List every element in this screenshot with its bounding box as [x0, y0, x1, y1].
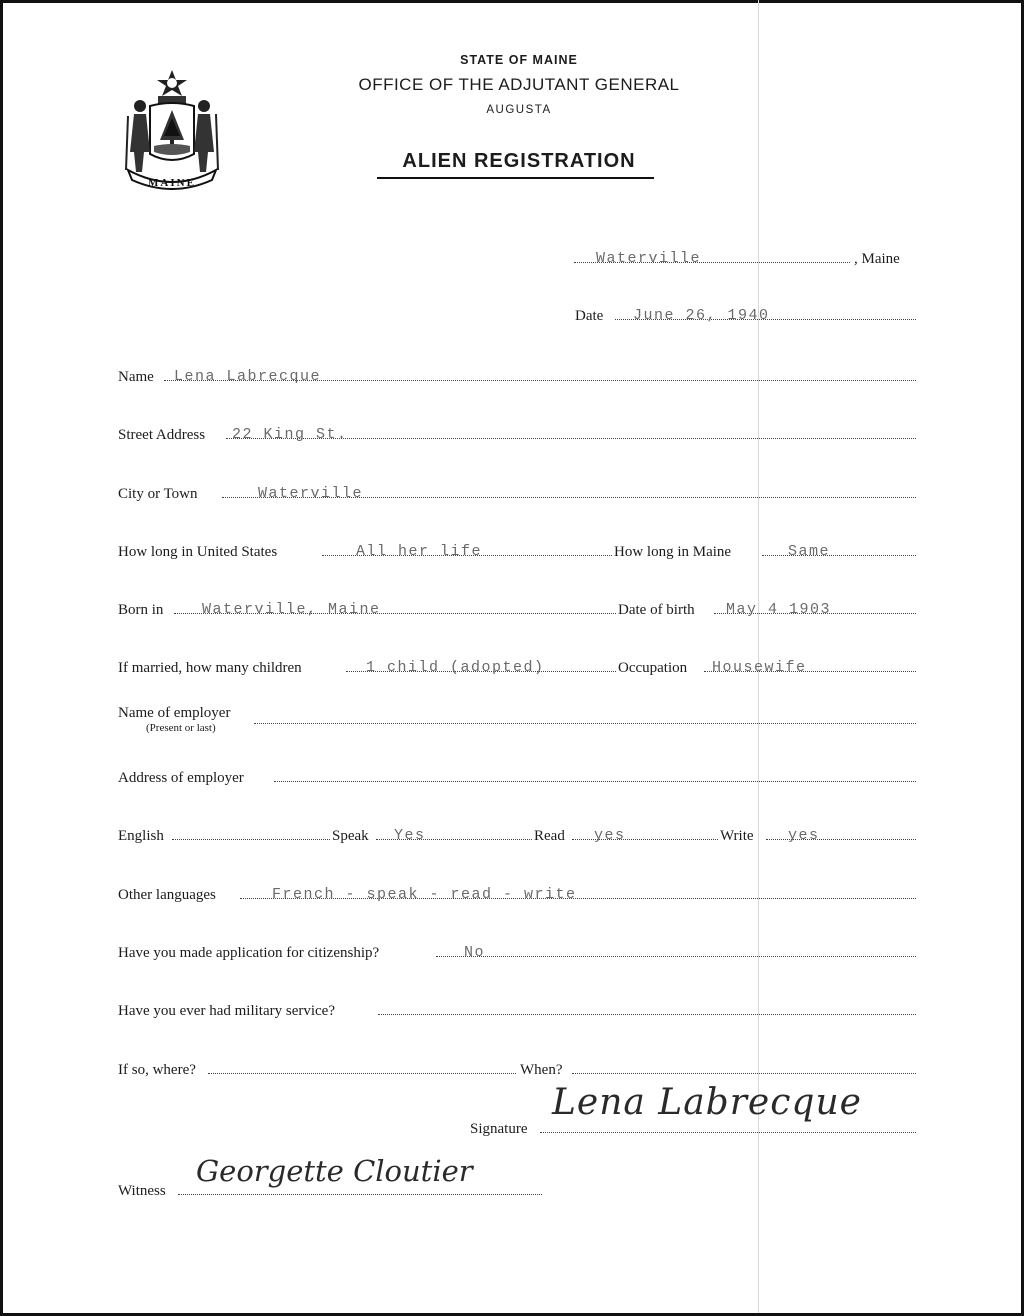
children-value: 1 child (adopted): [366, 659, 545, 676]
svg-text:MAINE: MAINE: [148, 177, 196, 189]
english-row: [118, 821, 916, 845]
write-value: yes: [788, 827, 820, 844]
read-value: yes: [594, 827, 626, 844]
location-value: Waterville: [596, 250, 702, 267]
citizenship-label: Have you made application for citizenship?: [118, 945, 380, 961]
employer-name-label: Name of employer: [118, 705, 231, 721]
witness-label: Witness: [118, 1183, 166, 1199]
location-row: [574, 244, 916, 268]
signature-handwriting: Lena Labrecque: [552, 1082, 862, 1123]
date-of-birth-label: Date of birth: [618, 602, 695, 618]
birth-row: [118, 595, 916, 619]
maine-state-seal-icon: [120, 66, 224, 190]
date-row: [575, 301, 916, 325]
date-value: June 26, 1940: [633, 307, 770, 324]
name-row: [118, 362, 916, 386]
state-heading: STATE OF MAINE: [460, 53, 578, 67]
date-of-birth-value: May 4 1903: [726, 601, 832, 618]
city-heading: AUGUSTA: [486, 104, 552, 116]
how-long-us-value: All her life: [356, 543, 483, 560]
how-long-maine-value: Same: [788, 543, 831, 560]
name-value: Lena Labrecque: [174, 368, 322, 385]
occupation-value: Housewife: [712, 659, 807, 676]
form-title: ALIEN REGISTRATION: [402, 150, 636, 172]
citizenship-value: No: [464, 944, 486, 961]
employer-address-label: Address of employer: [118, 770, 244, 786]
employer-address-row: [118, 763, 916, 787]
residence-row: [118, 537, 916, 561]
when-label: When?: [520, 1062, 563, 1078]
title-underline: [377, 177, 654, 179]
city-label: City or Town: [118, 486, 198, 502]
born-in-label: Born in: [118, 602, 164, 618]
service-row: [118, 1055, 916, 1079]
office-heading: OFFICE OF THE ADJUTANT GENERAL: [358, 75, 680, 94]
location-suffix: , Maine: [854, 251, 900, 267]
read-label: Read: [534, 828, 565, 844]
city-row: [118, 479, 916, 503]
speak-value: Yes: [394, 827, 426, 844]
date-label: Date: [575, 308, 604, 324]
witness-handwriting: Georgette Cloutier: [196, 1154, 473, 1188]
city-value: Waterville: [258, 485, 364, 502]
other-languages-value: French - speak - read - write: [272, 886, 577, 903]
street-label: Street Address: [118, 427, 206, 443]
street-row: [118, 420, 916, 444]
write-label: Write: [720, 828, 754, 844]
children-label: If married, how many children: [118, 660, 302, 676]
other-languages-label: Other languages: [118, 887, 216, 903]
employer-name-sublabel: (Present or last): [146, 722, 216, 734]
languages-row: [118, 880, 916, 904]
military-label: Have you ever had military service?: [118, 1003, 335, 1019]
how-long-us-label: How long in United States: [118, 544, 278, 560]
name-label: Name: [118, 369, 154, 385]
how-long-maine-label: How long in Maine: [614, 544, 732, 560]
english-label: English: [118, 828, 164, 844]
where-label: If so, where?: [118, 1062, 196, 1078]
family-row: [118, 653, 916, 677]
occupation-label: Occupation: [618, 660, 688, 676]
citizenship-row: [118, 938, 916, 962]
employer-name-row: [118, 705, 916, 734]
signature-label: Signature: [470, 1121, 528, 1137]
military-row: [118, 996, 916, 1020]
street-value: 22 King St.: [232, 426, 348, 443]
speak-label: Speak: [332, 828, 369, 844]
born-in-value: Waterville, Maine: [202, 601, 381, 618]
